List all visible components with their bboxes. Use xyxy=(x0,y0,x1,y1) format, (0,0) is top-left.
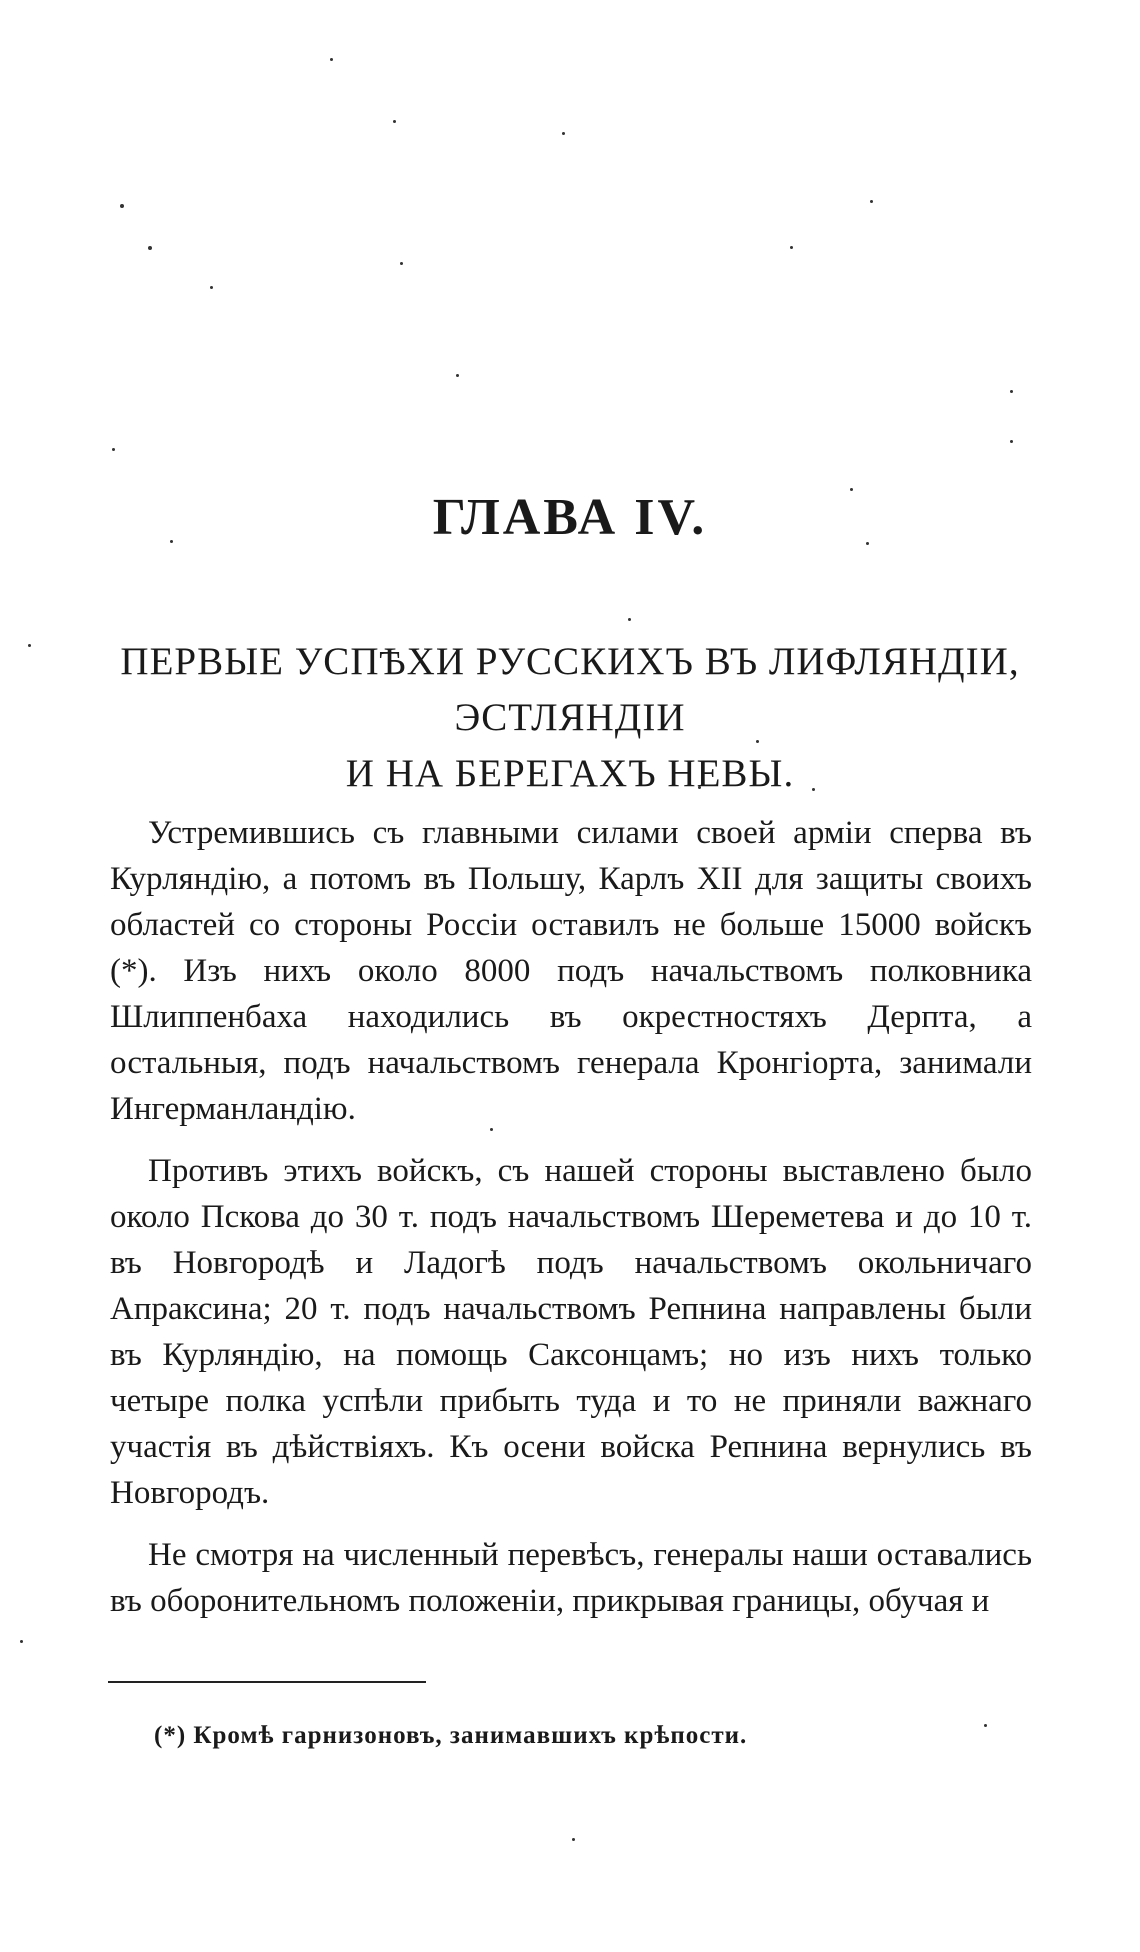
scan-speck xyxy=(148,246,152,250)
paragraph: Противъ этихъ войскъ, съ нашей стороны выставлено было около Пскова до 30 т. подъ начальствомъ Шереметева и до 10 т. въ Новгородѣ и Ладогѣ подъ начальствомъ окольничаго Апраксина; 20 т. подъ начальствомъ Репнина направлены были въ Курляндію, на помощь Саксонцамъ; но изъ нихъ только четыре полка успѣли прибыть туда и то не приняли важнаго участія въ дѣйствіяхъ. Къ осени войска Репнина вернулись въ Новгородъ. xyxy=(110,1153,1032,1511)
body-text xyxy=(110,810,1032,1640)
chapter-subtitle-line: И НА БЕРЕГАХЪ НЕВЫ. xyxy=(345,752,795,795)
footnote: (*) Кромѣ гарнизоновъ, занимавшихъ крѣпости. xyxy=(154,1722,748,1749)
scan-speck xyxy=(393,120,396,123)
scan-speck xyxy=(456,374,459,377)
chapter-title: ГЛАВА IV. xyxy=(432,489,708,546)
scan-speck xyxy=(1010,440,1013,443)
paragraph: Устремившись съ главными силами своей арміи сперва въ Курляндію, а потомъ въ Польшу, Карлъ XII для защиты своихъ областей со стороны Россіи оставилъ не больше 15000 войскъ (*). Изъ нихъ около 8000 подъ начальствомъ полковника Шлиппенбаха находились въ окрестностяхъ Дерпта, а остальныя, подъ начальствомъ генерала Кронгіорта, занимали Ингерманландію. xyxy=(110,815,1032,1127)
scan-speck xyxy=(562,132,565,135)
scan-speck xyxy=(20,1640,23,1643)
scan-speck xyxy=(330,58,333,61)
scan-speck xyxy=(628,618,631,621)
scan-speck xyxy=(112,448,115,451)
scan-speck xyxy=(120,204,124,208)
scan-speck xyxy=(28,644,31,647)
scan-speck xyxy=(400,262,403,265)
scan-speck xyxy=(790,246,793,249)
chapter-subtitle xyxy=(100,634,1040,802)
scan-speck xyxy=(572,1838,575,1841)
footnote-divider xyxy=(108,1681,426,1683)
scan-speck xyxy=(870,200,873,203)
scan-speck xyxy=(210,286,213,289)
scan-speck xyxy=(984,1724,987,1727)
paragraph: Не смотря на численный перевѣсъ, генералы наши оставались въ оборонительномъ положеніи, прикрывая границы, обучая и xyxy=(110,1537,1032,1619)
scan-speck xyxy=(1010,390,1013,393)
chapter-subtitle-line: ПЕРВЫЕ УСПѢХИ РУССКИХЪ ВЪ ЛИФЛЯНДІИ, ЭСТЛЯНДІИ xyxy=(120,640,1020,739)
